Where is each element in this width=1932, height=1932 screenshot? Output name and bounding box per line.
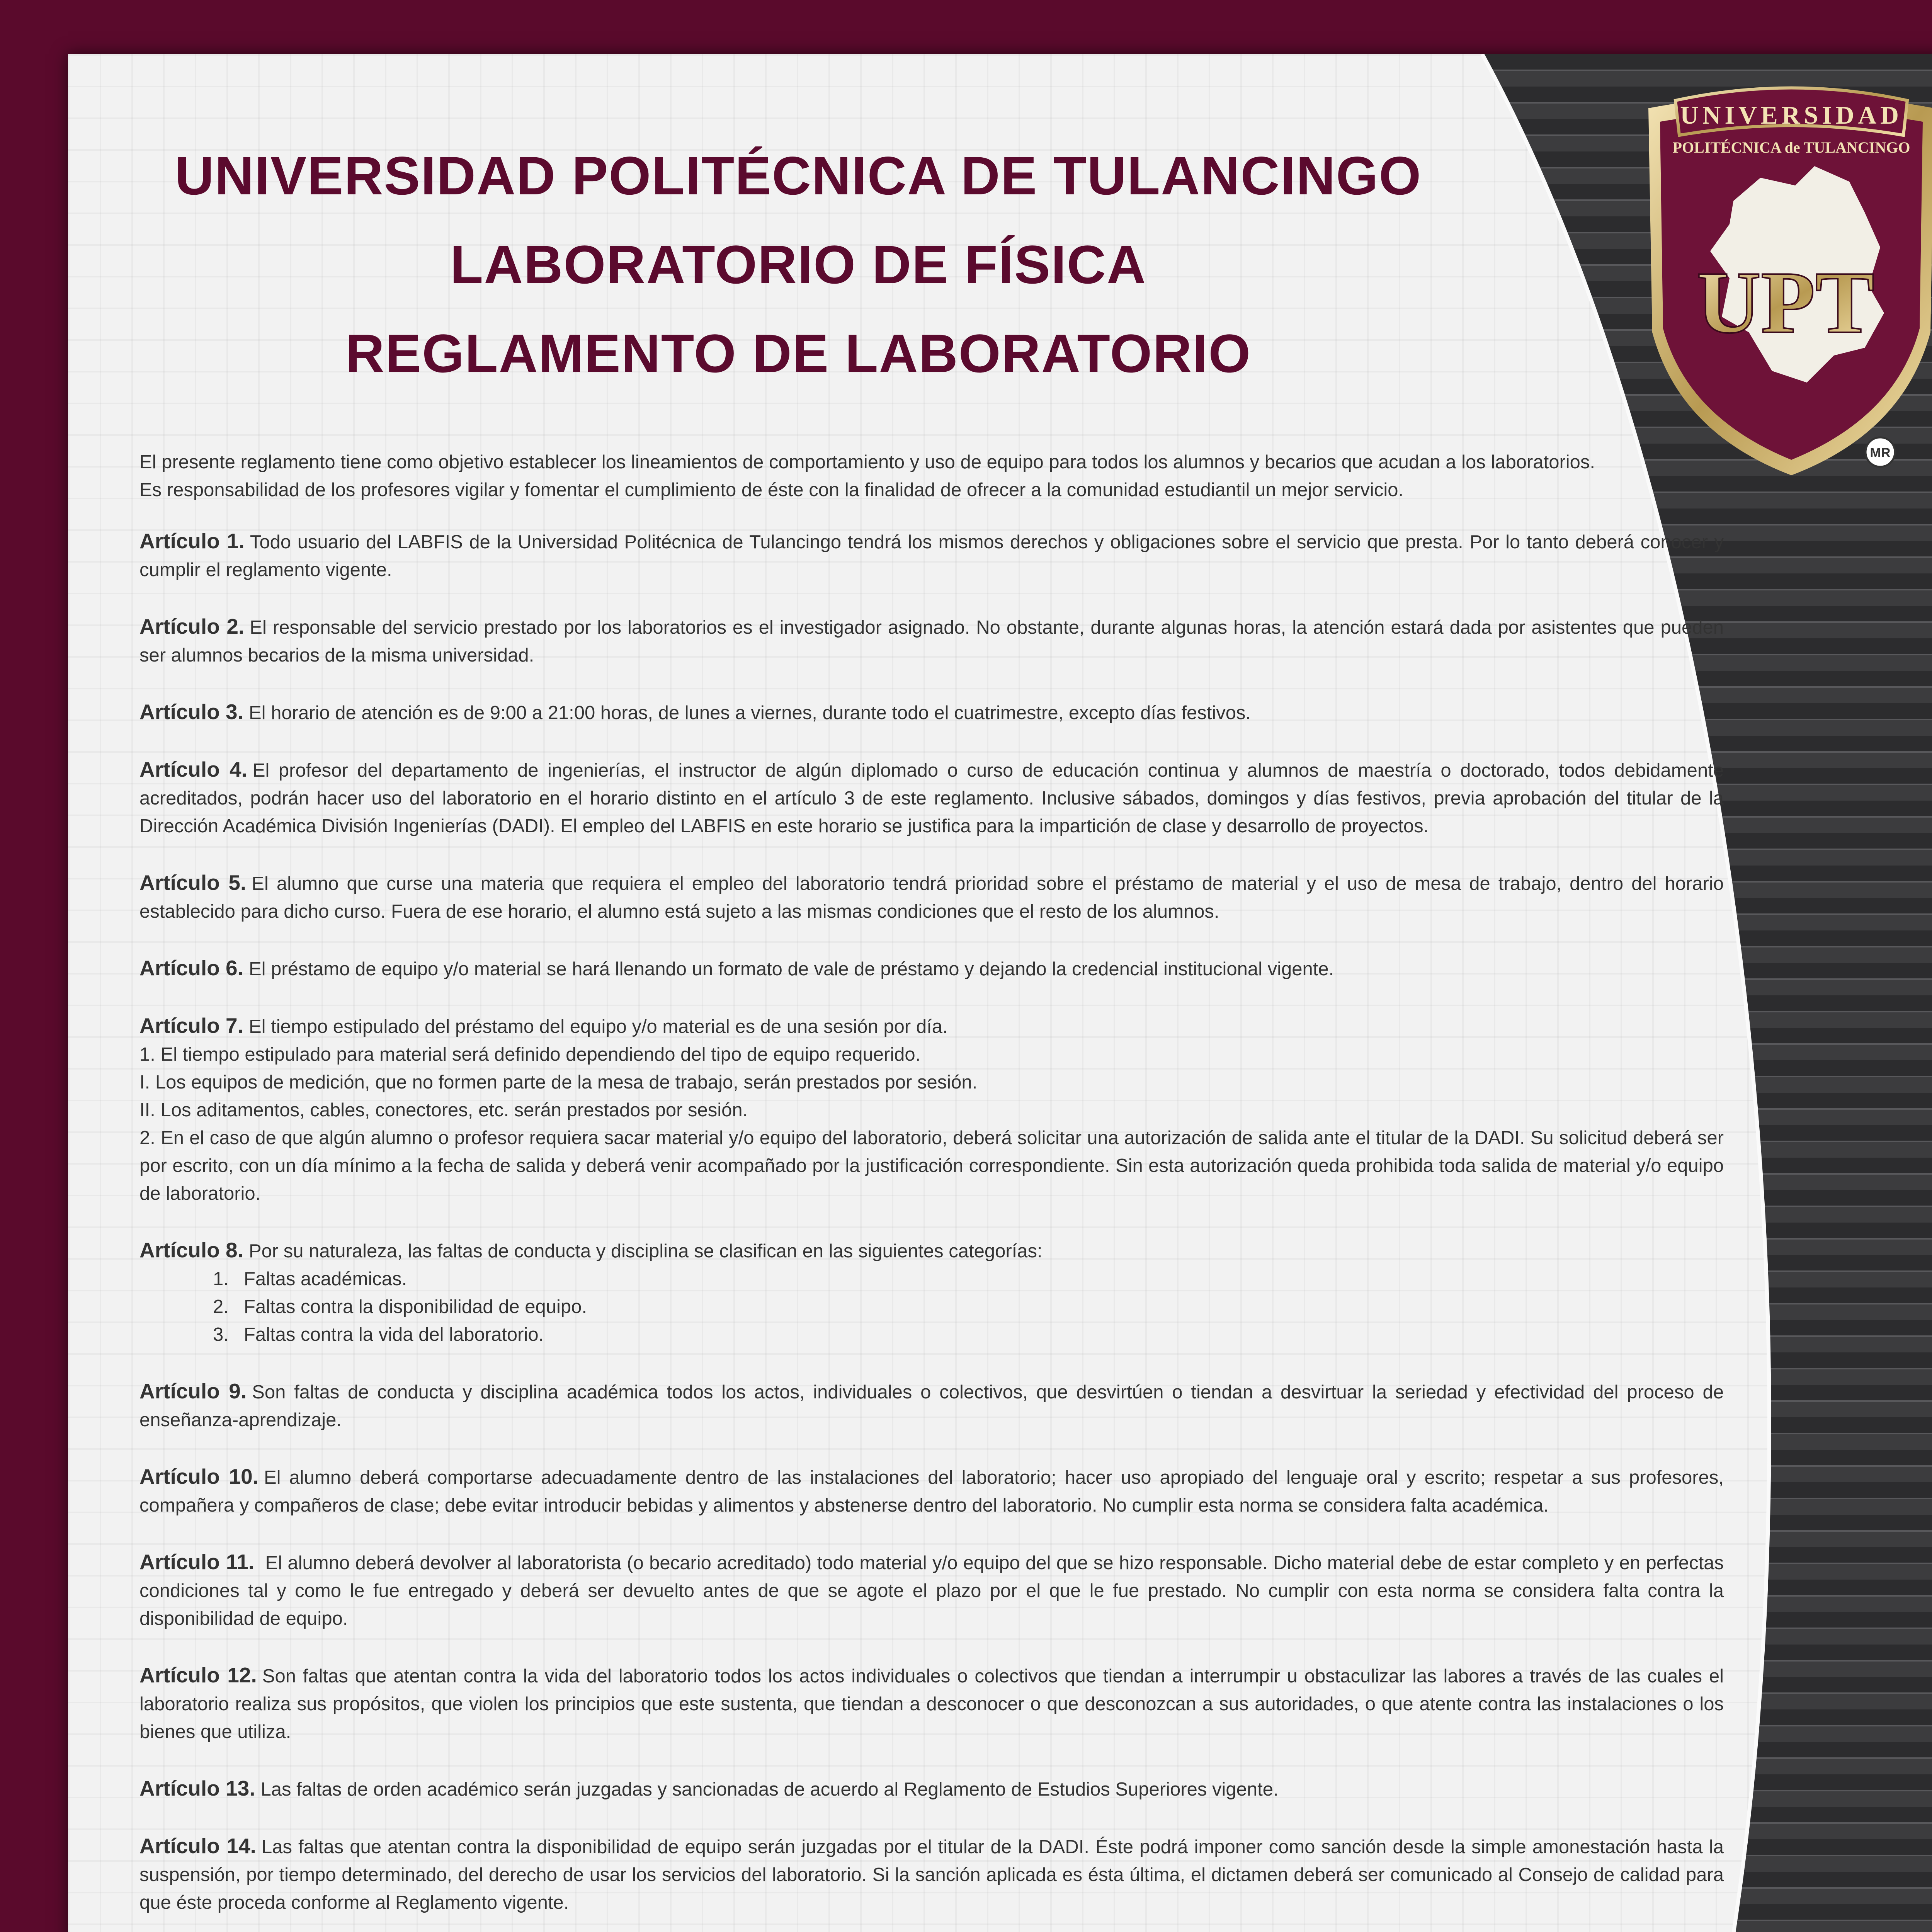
article-text: Son faltas de conducta y disciplina académica todos los actos, individuales o colectivos, que desvirtúen o tiendan a desvirtuar la seriedad y efectividad del proceso de enseñanza-aprendizaje. [139, 1382, 1724, 1430]
article-text: El responsable del servicio prestado por los laboratorios es el investigador asignado. No obstante, durante algunas horas, la atención estará dada por asistentes que pueden ser alumnos becarios de la misma universidad. [139, 617, 1724, 666]
article-text: El profesor del departamento de ingenierías, el instructor de algún diplomado o curso de educación continua y alumnos de maestría o doctorado, todos debidamente acreditados, podrán hacer uso del laboratorio en el horario distinto en el artículo 3 de este reglamento. Inclusive sábados, domingos y días festivos, previa aprobación del titular de la Dirección Académica División Ingenierías (DADI). El empleo del LABFIS en este horario se justifica para la impartición de clase y desarrollo de proyectos. [139, 760, 1724, 837]
article-text: El préstamo de equipo y/o material se hará llenando un formato de vale de préstamo y dejando la credencial institucional vigente. [248, 959, 1334, 980]
article-title: Artículo 4. [139, 757, 247, 781]
regulation-title: REGLAMENTO DE LABORATORIO [345, 323, 1252, 384]
article-title: Artículo 2. [139, 614, 245, 638]
list-item: 3. Faltas contra la vida del laboratorio. [213, 1324, 544, 1345]
article-7-item-2: 2. En el caso de que algún alumno o profesor requiera sacar material y/o equipo del laboratorio, deberá solicitar una autorización de salida ante el titular de la DADI. Su solicitud deberá ser por escrito, con un día mínimo a la fecha de salida y deberá venir acompañado por la justificación correspondiente. Sin esta autorización queda prohibida toda salida de material y/o equipo de laboratorio. [139, 1128, 1724, 1204]
svg-text:UNIVERSIDAD: UNIVERSIDAD [1680, 101, 1903, 129]
article-text: Las faltas de orden académico serán juzgadas y sancionadas de acuerdo al Reglamento de Estudios Superiores vigente. [260, 1779, 1279, 1800]
poster-frame [68, 54, 1932, 1932]
article-6 [139, 954, 1724, 983]
article-text: El alumno que curse una materia que requiera el empleo del laboratorio tendrá prioridad sobre el préstamo de material y el uso de mesa de trabajo, dentro del horario establecido para dicho curso. Fuera de ese horario, el alumno está sujeto a las mismas condiciones que el resto de los alumnos. [139, 873, 1724, 922]
article-title: Artículo 14. [139, 1834, 256, 1858]
intro-paragraph-1: El presente reglamento tiene como objetivo establecer los lineamientos de comportamiento y uso de equipo para todos los alumnos y becarios que acudan a los laboratorios. [139, 452, 1595, 473]
article-text: Por su naturaleza, las faltas de conducta y disciplina se clasifican en las siguientes categorías: [248, 1241, 1043, 1262]
article-2 [139, 612, 1724, 669]
article-13 [139, 1774, 1724, 1803]
upt-shield-icon [1633, 85, 1932, 483]
intro-paragraph-2: Es responsabilidad de los profesores vigilar y fomentar el cumplimiento de éste con la finalidad de ofrecer a la comunidad estudiantil un mejor servicio. [139, 480, 1404, 500]
article-title: Artículo 5. [139, 871, 247, 895]
article-title: Artículo 3. [139, 700, 243, 724]
regulation-body [139, 448, 1724, 1932]
article-title: Artículo 12. [139, 1663, 257, 1687]
article-text: El alumno deberá comportarse adecuadamente dentro de las instalaciones del laboratorio; hacer uso apropiado del lenguaje oral y escrito; respetar a sus profesores, compañera y compañeros de clase; debe evitar introducir bebidas y alimentos y abstenerse dentro del laboratorio. No cumplir esta norma se considera falta académica. [139, 1467, 1724, 1516]
article-12 [139, 1661, 1724, 1746]
article-9 [139, 1377, 1724, 1434]
article-7 [139, 1012, 1724, 1208]
article-text: Todo usuario del LABFIS de la Universidad Politécnica de Tulancingo tendrá los mismos derechos y obligaciones sobre el servicio que presta. Por lo tanto deberá conocer y cumplir el reglamento vigente. [139, 532, 1724, 580]
article-title: Artículo 10. [139, 1464, 259, 1488]
article-8 [139, 1236, 1724, 1349]
article-11 [139, 1548, 1724, 1633]
article-4 [139, 755, 1724, 840]
list-item: 1. Faltas académicas. [213, 1269, 407, 1289]
article-text: Las faltas que atentan contra la disponibilidad de equipo serán juzgadas por el titular de la DADI. Éste podrá imponer como sanción desde la simple amonestación hasta la suspensión, por tiempo determinado, del derecho de usar los servicios del laboratorio. Si la sanción aplicada es ésta última, el dictamen deberá ser comunicado al Consejo de calidad para que éste proceda conforme al Reglamento vigente. [139, 1837, 1724, 1913]
svg-text:POLITÉCNICA de TULANCINGO: POLITÉCNICA de TULANCINGO [1672, 139, 1910, 156]
article-10 [139, 1463, 1724, 1519]
upt-logo [1633, 85, 1932, 483]
article-text: Son faltas que atentan contra la vida del laboratorio todos los actos individuales o colectivos que tiendan a interrumpir u obstaculizar las labores a través de las cuales el laboratorio realiza sus propósitos, que violen los principios que este sustenta, que tiendan a desconocer o que desconozcan a sus autoridades, o que atente contra las instalaciones o los bienes que utiliza. [139, 1666, 1724, 1742]
article-title: Artículo 7. [139, 1014, 243, 1037]
university-title: UNIVERSIDAD POLITÉCNICA DE TULANCINGO [175, 145, 1422, 206]
article-1 [139, 527, 1724, 584]
article-title: Artículo 1. [139, 529, 245, 553]
header [68, 131, 1529, 398]
article-title: Artículo 13. [139, 1776, 255, 1800]
article-text: El tiempo estipulado del préstamo del equipo y/o material es de una sesión por día. [248, 1016, 948, 1037]
article-14 [139, 1832, 1724, 1917]
svg-text:MR: MR [1870, 446, 1891, 460]
intro [139, 448, 1724, 504]
article-text: El alumno deberá devolver al laboratorista (o becario acreditado) todo material y/o equipo del que se hizo responsable. Dicho material debe de estar completo y en perfectas condiciones tal y como le fue entregado y deberá ser devuelto antes de que se agote el plazo por el que le fue prestado. No cumplir con esta norma se considera falta contra la disponibilidad de equipo. [139, 1553, 1724, 1629]
article-7-sub-1: I. Los equipos de medición, que no formen parte de la mesa de trabajo, serán prestados por sesión. [139, 1072, 978, 1093]
article-title: Artículo 6. [139, 956, 243, 980]
article-text: El horario de atención es de 9:00 a 21:00 horas, de lunes a viernes, durante todo el cuatrimestre, excepto días festivos. [248, 702, 1251, 723]
article-title: Artículo 8. [139, 1238, 243, 1262]
article-title: Artículo 9. [139, 1379, 247, 1403]
list-item: 2. Faltas contra la disponibilidad de equipo. [213, 1296, 587, 1317]
category-list [213, 1265, 1724, 1349]
article-5 [139, 869, 1724, 925]
article-7-sub-2: II. Los aditamentos, cables, conectores, etc. serán prestados por sesión. [139, 1100, 748, 1121]
article-7-item-1: 1. El tiempo estipulado para material será definido dependiendo del tipo de equipo requerido. [139, 1044, 921, 1065]
svg-text:UPT: UPT [1697, 253, 1874, 352]
lab-title: LABORATORIO DE FÍSICA [450, 234, 1147, 295]
article-title: Artículo 11. [139, 1550, 255, 1574]
article-3 [139, 698, 1724, 727]
